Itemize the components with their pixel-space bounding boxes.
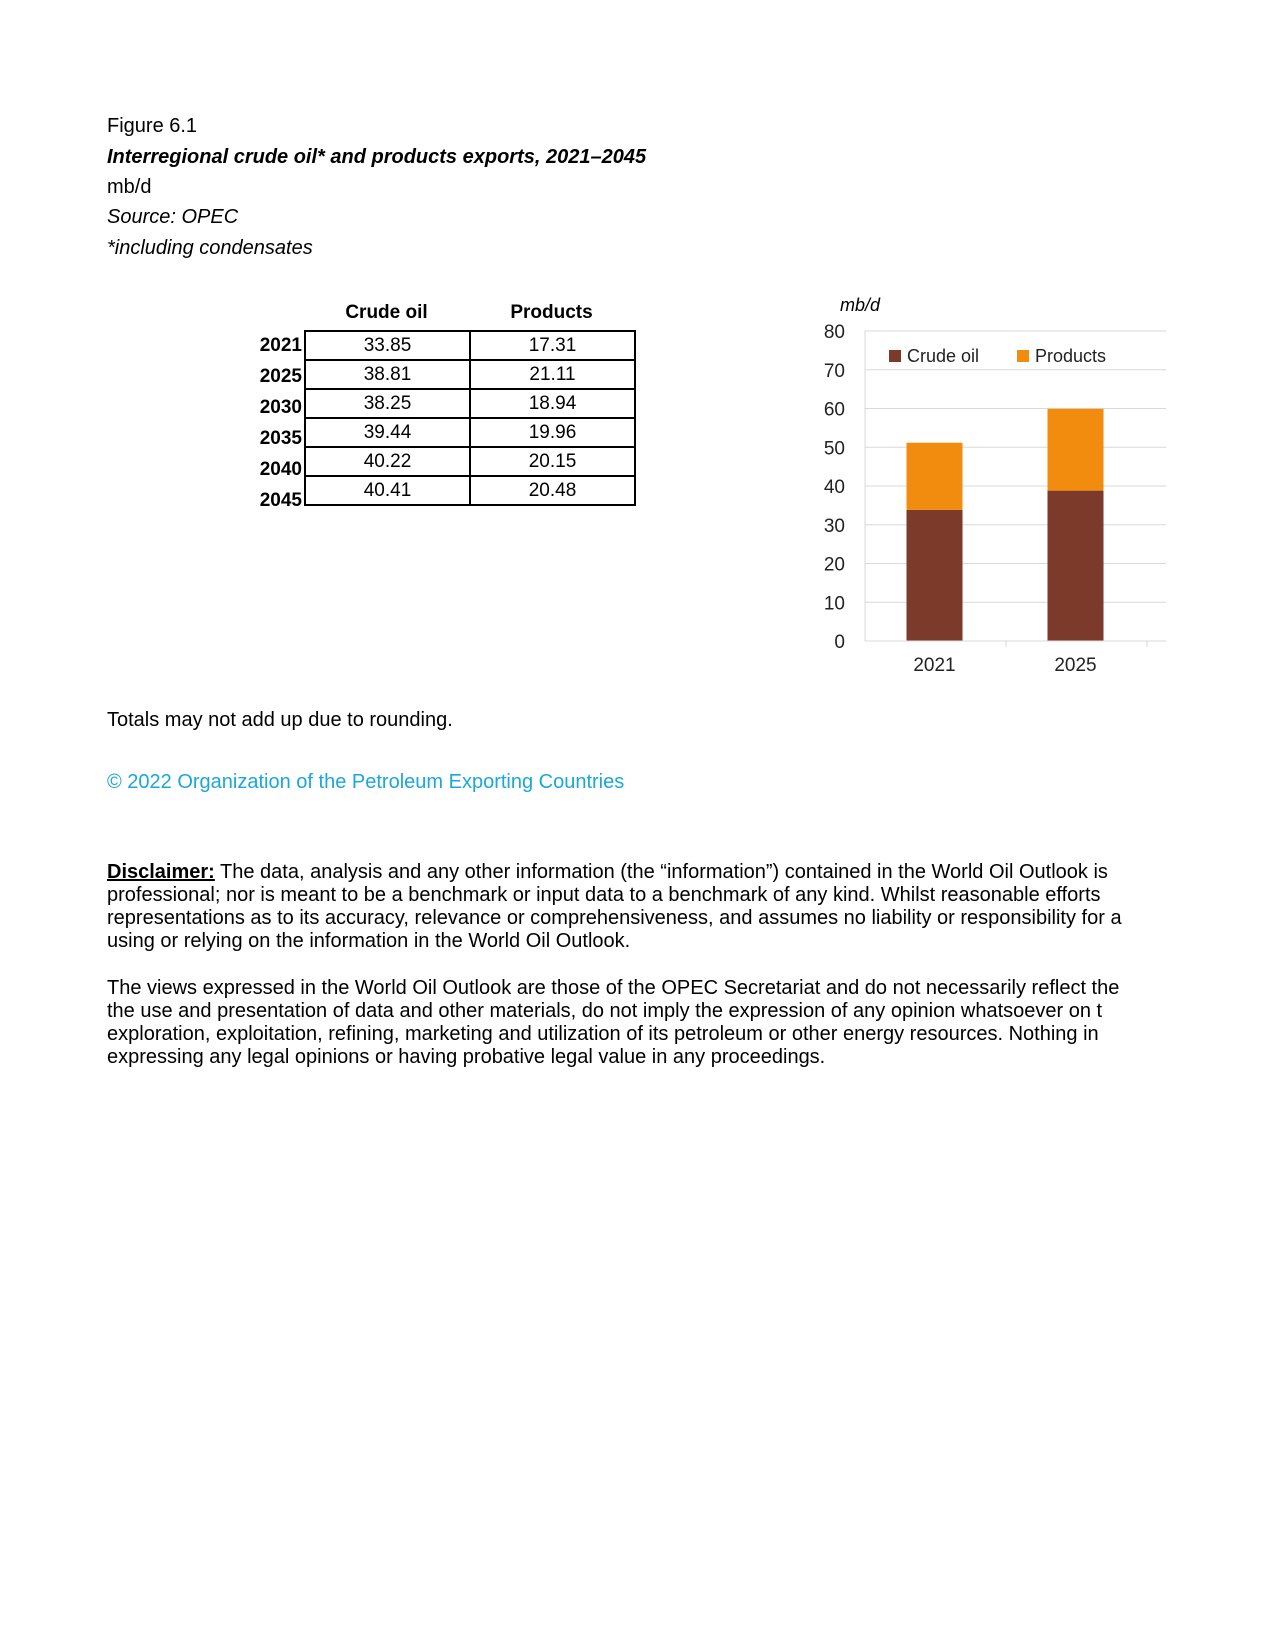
disclaimer-line: representations as to its accuracy, relevance or comprehensiveness, and assumes no liability or responsibility for a [107,907,1122,929]
figure-footnote: *including condensates [107,237,313,259]
y-tick-label: 50 [823,438,845,460]
table-cell-crude: 40.22 [305,447,470,476]
legend-label: Crude oil [907,346,980,366]
table-header-crude: Crude oil [345,302,428,323]
disclaimer-line: using or relying on the information in the World Oil Outlook. [107,930,631,952]
figure-source: Source: OPEC [107,206,239,228]
copyright-link[interactable]: © 2022 Organization of the Petroleum Exporting Countries [107,771,625,793]
stacked-bar-chart [0,0,1275,720]
table-cell-crude: 38.25 [305,389,470,418]
y-tick-label: 80 [823,322,845,343]
y-axis-unit-label: mb/d [840,295,881,315]
table-cell-crude: 39.44 [305,418,470,447]
table-row-year: 2045 [259,490,302,511]
disclaimer-paragraph-1 [107,861,1162,953]
figure-label: Figure 6.1 [107,115,198,137]
legend-swatch [889,350,901,362]
y-tick-label: 30 [823,515,845,537]
table-cell-crude: 40.41 [305,476,470,505]
table-row-year: 2035 [259,428,302,449]
y-tick-label: 10 [823,593,845,615]
disclaimer-line: the use and presentation of data and other materials, do not imply the expression of any opinion whatsoever on t [107,1000,1103,1022]
table-row-year: 2021 [259,335,302,356]
disclaimer-line: expressing any legal opinions or having probative legal value in any proceedings. [107,1046,826,1068]
x-tick-label: 2025 [1054,655,1097,676]
table-cell-crude: 38.81 [305,360,470,389]
table-row-year: 2030 [259,397,302,418]
disclaimer-line: professional; nor is meant to be a benchmark or input data to a benchmark of any kind. Whilst reasonable efforts [107,884,1101,906]
chart-legend [889,346,1106,366]
table-cell-products: 20.15 [470,447,635,476]
disclaimer-paragraph-2 [107,977,1162,1069]
table-cell-products: 17.31 [470,331,635,360]
bar-crude-oil-2025 [1048,491,1104,641]
table-cell-products: 18.94 [470,389,635,418]
x-tick-label: 2021 [913,655,956,676]
bar-products-2021 [907,443,963,510]
figure-unit: mb/d [107,176,152,198]
y-tick-label: 60 [823,399,845,421]
table-cell-products: 21.11 [470,360,635,389]
y-tick-label: 20 [823,554,845,576]
table-cell-products: 20.48 [470,476,635,505]
bar-crude-oil-2021 [907,510,963,641]
legend-label: Products [1035,346,1107,366]
rounding-note: Totals may not add up due to rounding. [107,709,453,731]
y-tick-label: 70 [823,360,845,382]
disclaimer-line: exploration, exploitation, refining, marketing and utilization of its petroleum or other energy resources. Nothing in [107,1023,1099,1045]
disclaimer-line: The views expressed in the World Oil Outlook are those of the OPEC Secretariat and do not necessarily reflect the [107,977,1120,999]
disclaimer-line: The data, analysis and any other information (the “information”) contained in the World Oil Outlook is [214,861,1108,883]
table-row-year: 2025 [259,366,302,387]
table-row-year: 2040 [259,459,302,480]
table-cell-crude: 33.85 [305,331,470,360]
disclaimer-title: Disclaimer: [107,861,215,883]
table-header-products: Products [510,302,593,323]
y-tick-label: 40 [823,477,845,498]
bar-products-2025 [1048,409,1104,491]
table-cell-products: 19.96 [470,418,635,447]
y-tick-label: 0 [834,632,845,653]
figure-title: Interregional crude oil* and products exports, 2021–2045 [107,146,647,168]
legend-swatch [1017,350,1029,362]
